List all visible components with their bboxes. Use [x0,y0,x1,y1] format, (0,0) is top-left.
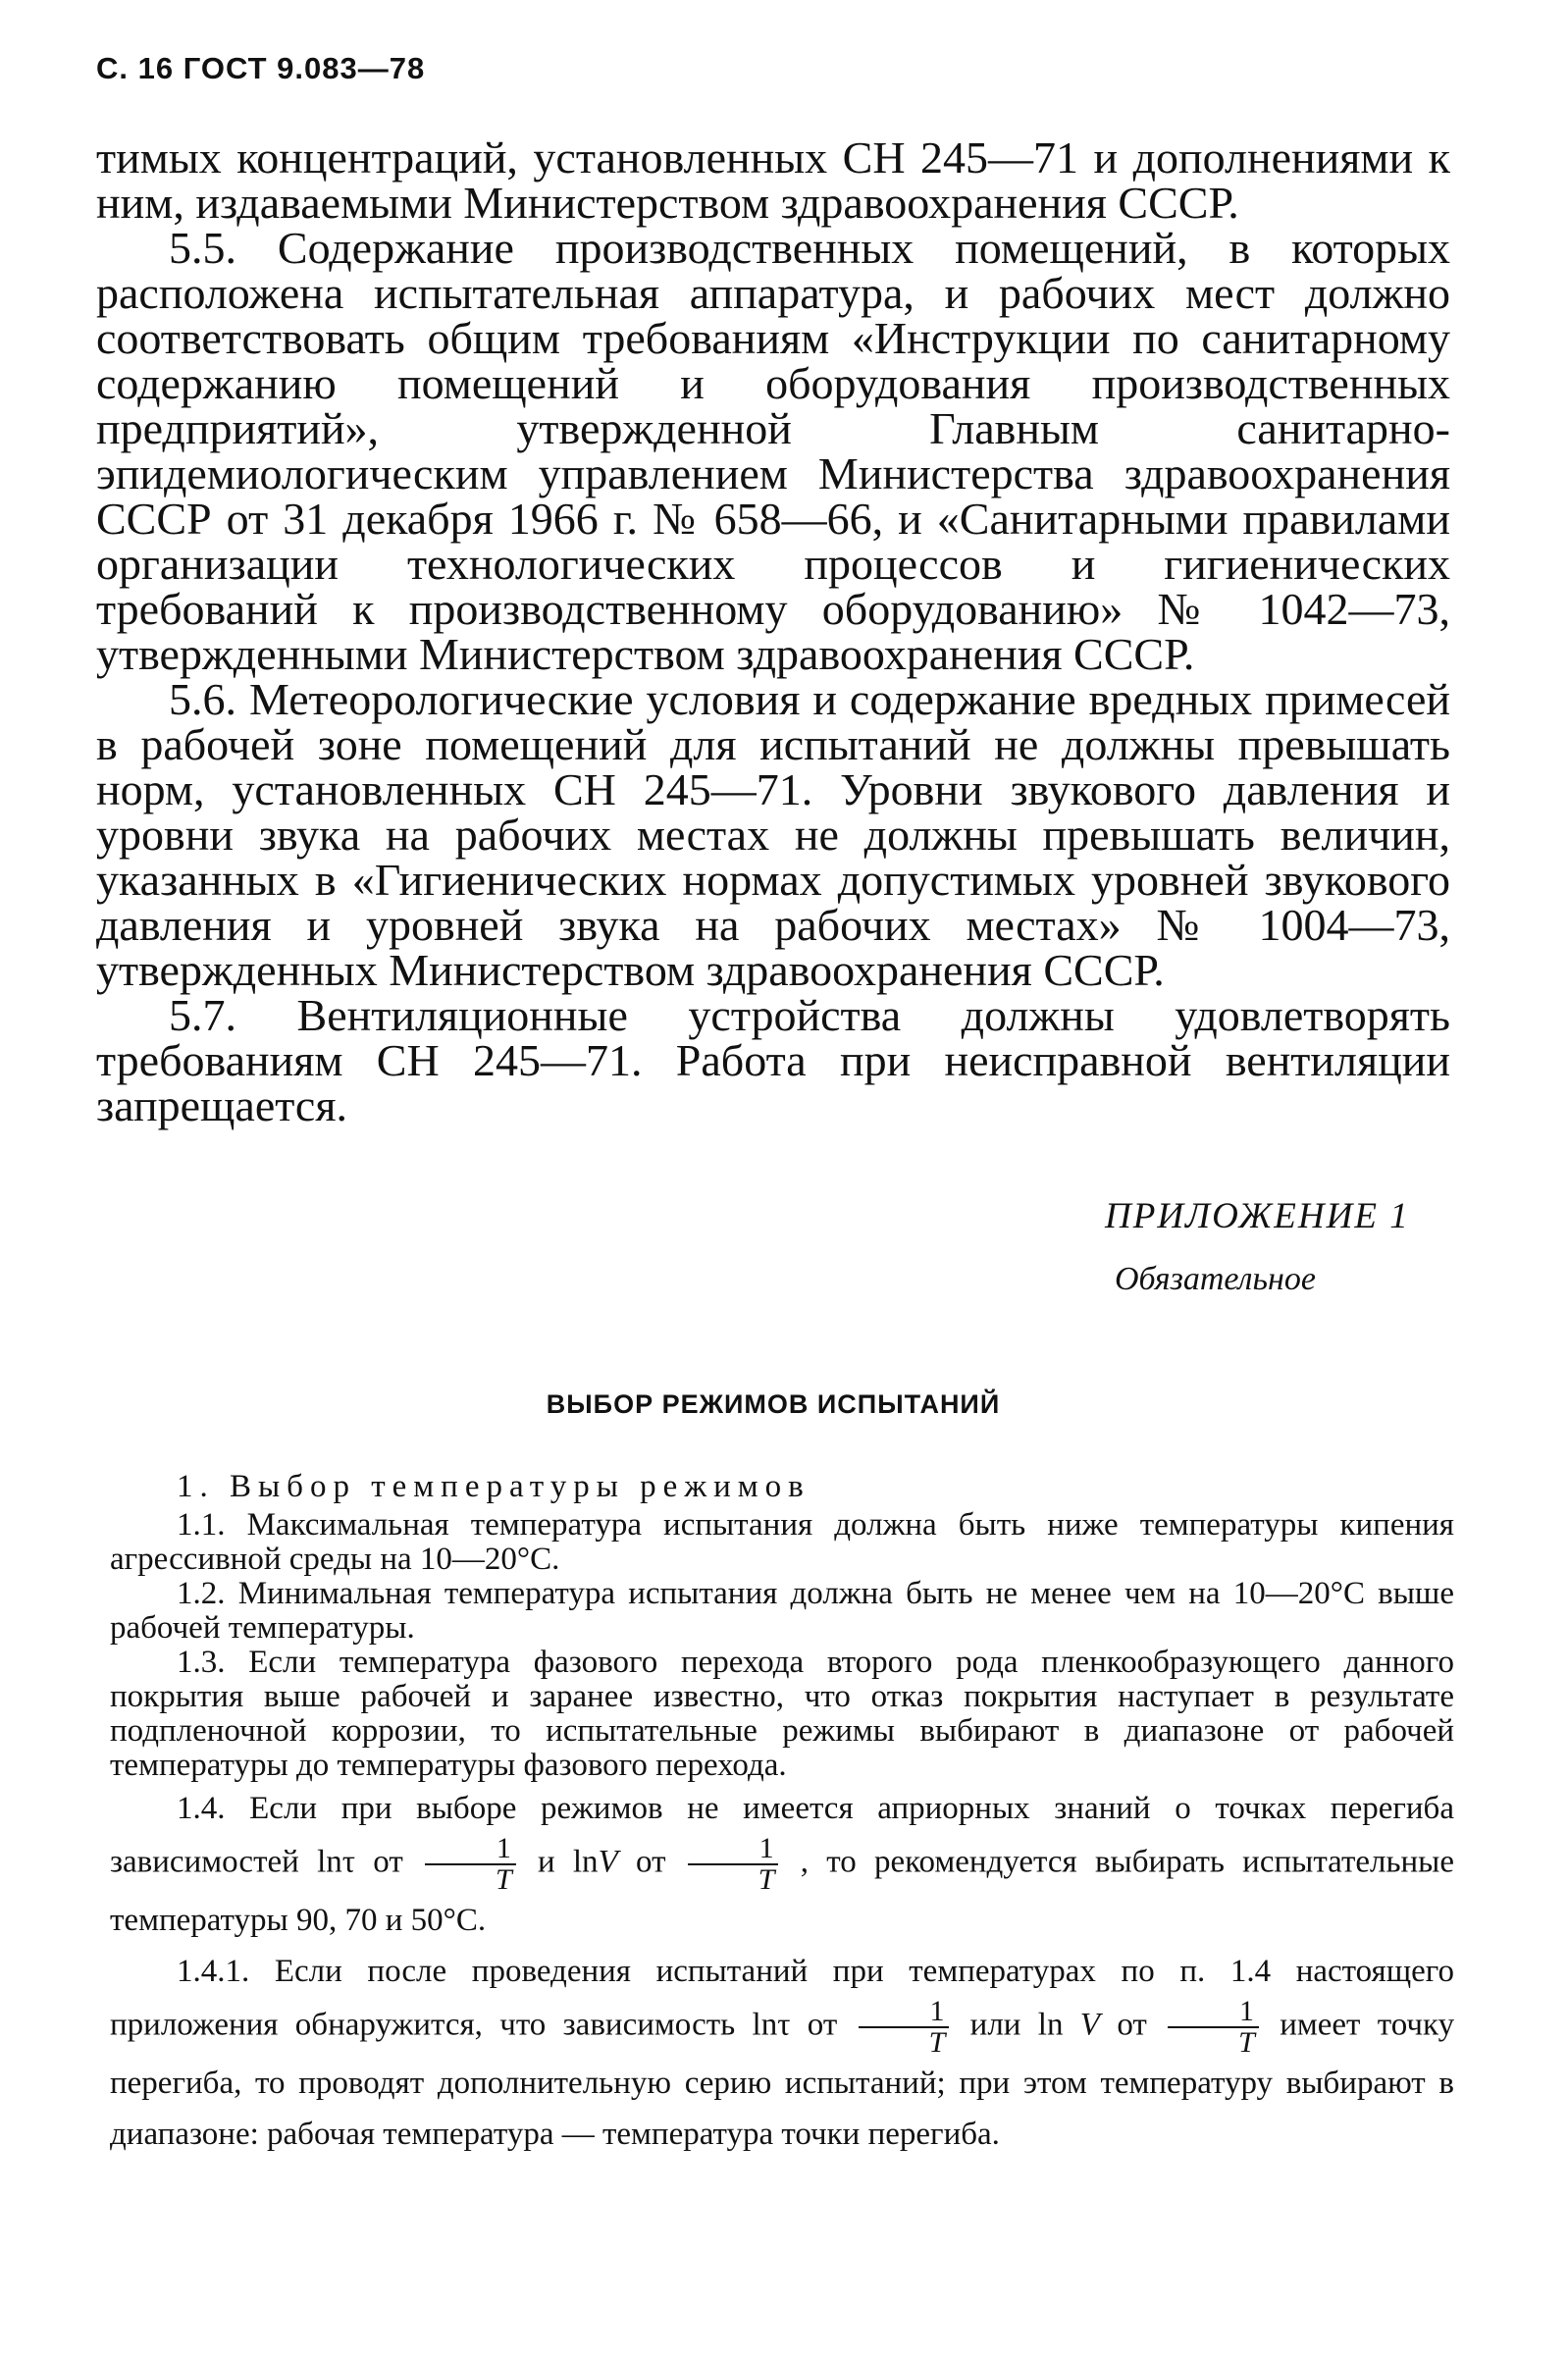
item-1-4-text-b: и ln [537,1844,599,1880]
fraction-numerator: 1 [688,1834,779,1865]
item-1-2: 1.2. Минимальная температура испытания должна быть не менее чем на 10—20°С выше рабочей температуры. [110,1576,1454,1646]
fraction-one-over-t [859,1997,950,2058]
fraction-numerator: 1 [859,1997,950,2028]
paragraph-5-5: 5.5. Содержание производственных помещений, в которых расположена испытательная аппаратура, и рабочих мест должно соответствовать общим требованиям «Инструкции по санитарному содержанию помещений и оборудования производственных предприятий», утвержденной Главным санитарно-эпидемиологическим управлением Министерства здравоохранения СССР от 31 декабря 1966 г. № 658—66, и «Санитарными правилами организации технологических процессов и гигиенических требований к производственному оборудованию» № 1042—73, утвержденными Министерством здравоохранения СССР. [96,223,1450,679]
paragraph-5-7: 5.7. Вентиляционные устройства должны удовлетворять требованиям СН 245—71. Работа при неисправной вентиляции запрещается. [96,990,1450,1130]
item-1-4-text-d: , то рекомендуется выбирать испытательные температуры 90, 70 и 50°С. [110,1844,1455,1938]
fraction-denominator: T [496,1863,512,1896]
fraction-one-over-t [1168,1997,1259,2058]
appendix-text [110,1470,1454,2160]
paragraph-5-6: 5.6. Метеорологические условия и содержание вредных примесей в рабочей зоне помещений для испытаний не должны превышать норм, установленных СН 245—71. Уровни звукового давления и уровни звука на рабочих местах не должны превышать величин, указанных в «Гигиенических нормах допустимых уровней звукового давления и уровней звука на рабочих местах» № 1004—73, утвержденных Министерством здравоохранения СССР. [96,674,1450,995]
item-1-4 [110,1783,1454,1946]
item-1-4-1-text-d: имеет точку перегиба, то проводят дополнительную серию испытаний; при этом температуру выбирают в диапазоне: рабочая температура — температура точки перегиба. [110,2007,1455,2152]
item-1-4-text-a: 1.4. Если при выборе режимов не имеется априорных знаний о точках перегиба зависимостей lnτ от [110,1791,1454,1880]
appendix-label: ПРИЛОЖЕНИЕ 1 [1105,1196,1410,1236]
item-1-4-1-text-a: 1.4.1. Если после проведения испытаний при температурах по п. 1.4 настоящего приложения обнаружится, что зависимость lnτ от [110,1954,1454,2043]
fraction-denominator: T [758,1863,775,1896]
item-1-4-text-c: от [636,1844,666,1880]
section-title: ВЫБОР РЕЖИМОВ ИСПЫТАНИЙ [546,1389,1001,1419]
item-1-4-1 [110,1946,1454,2160]
fraction-denominator: T [1238,2026,1255,2059]
item-1-4-1-text-c: от [1117,2007,1147,2043]
main-text [96,132,1450,1130]
item-1-4-variable-v: V [598,1844,618,1880]
item-1-1: 1.1. Максимальная температура испытания должна быть ниже температуры кипения агрессивной среды на 10—20°С. [110,1507,1454,1577]
item-1-4-1-variable-v: V [1079,2007,1100,2043]
fraction-numerator: 1 [1168,1997,1259,2028]
subsection-heading: 1. Выбор температуры режимов [177,1469,810,1504]
paragraph-continuation: тимых концентраций, установленных СН 245—71 и дополнениями к ним, издаваемыми Министерством здравоохранения СССР. [96,132,1450,228]
fraction-numerator: 1 [425,1834,516,1865]
fraction-one-over-t [425,1834,516,1895]
appendix-status: Обязательное [1115,1261,1316,1297]
fraction-denominator: T [928,2026,946,2059]
fraction-one-over-t [688,1834,779,1895]
item-1-3: 1.3. Если температура фазового перехода второго рода пленкообразующего данного покрытия выше рабочей и заранее известно, что отказ покрытия наступает в результате подпленочной коррозии, то испытательные режимы выбирают в диапазоне от рабочей температуры до температуры фазового перехода. [110,1645,1454,1783]
running-head: С. 16 ГОСТ 9.083—78 [96,51,426,85]
appendix-heading [1105,1195,1410,1298]
item-1-4-1-text-b: или ln [969,2007,1064,2043]
